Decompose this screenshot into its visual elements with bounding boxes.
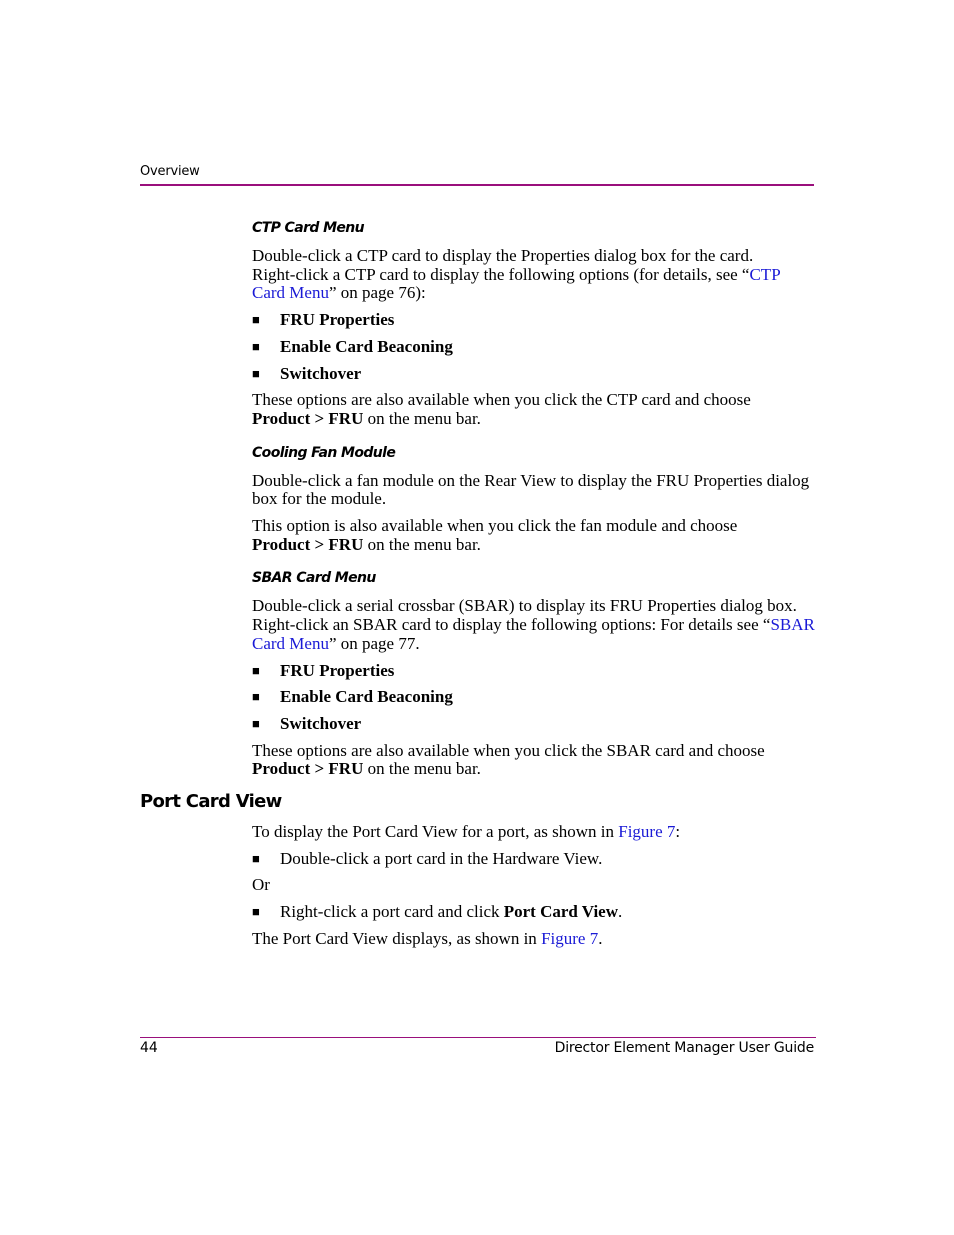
sbar-card-menu-link[interactable]: SBAR [770, 615, 815, 635]
port-card-steps-list-1 [252, 850, 817, 869]
fan-menu-path: Product > FRU [252, 534, 364, 554]
port-card-intro [252, 823, 817, 842]
sbar-card-menu-heading: SBAR Card Menu [252, 570, 376, 587]
list-item-label: Enable Card Beaconing [280, 687, 453, 707]
or-text: Or [252, 875, 270, 895]
bullet-icon: ■ [252, 689, 260, 705]
figure-7-link[interactable]: Figure 7 [618, 822, 676, 841]
bullet-icon: ■ [252, 312, 260, 328]
list-item-label: FRU Properties [280, 310, 395, 330]
sbar-menu-path: Product > FRU [252, 759, 364, 779]
sbar-intro-text-1: Double-click a serial crossbar (SBAR) to display its FRU Properties dialog box. [252, 596, 797, 616]
list-item-label: FRU Properties [280, 660, 395, 680]
bullet-icon: ■ [252, 850, 260, 866]
ctp-intro-text-2: Right-click a CTP card to display the following options (for details, see “ [252, 264, 750, 284]
sbar-intro-text-3: ” on page 77. [328, 633, 420, 653]
sbar-options-list [252, 662, 817, 734]
list-item [252, 903, 817, 922]
fan-text-2: on the menu bar. [363, 534, 481, 554]
figure-7-link-2[interactable]: Figure 7 [541, 928, 599, 948]
main-content [252, 218, 817, 787]
ctp-intro-text-1: Double-click a CTP card to display the Properties dialog box for the card. [252, 246, 754, 265]
footer-rule [140, 1037, 816, 1038]
port-card-outro-end: . [598, 928, 603, 948]
bullet-icon: ■ [252, 904, 260, 920]
port-card-view-command: Port Card View [503, 902, 619, 922]
port-card-steps-list-2 [252, 903, 817, 922]
fan-text-1: This option is also available when you click the fan module and choose [252, 516, 738, 536]
fan-paragraph-2 [252, 517, 817, 554]
list-item-end: . [618, 902, 623, 922]
list-item-label: Switchover [280, 713, 362, 733]
list-item [252, 338, 817, 357]
bullet-icon: ■ [252, 338, 260, 354]
sbar-outro-text-2: on the menu bar. [363, 759, 481, 779]
page-number: 44 [140, 1040, 158, 1056]
port-card-view-heading: Port Card View [140, 791, 282, 812]
sbar-intro-text-2: Right-click an SBAR card to display the following options: For details see “ [252, 615, 771, 635]
cooling-fan-module-heading: Cooling Fan Module [252, 444, 396, 461]
port-card-intro-text: To display the Port Card View for a port, as shown in [252, 822, 619, 841]
header-rule [140, 184, 814, 186]
list-item [252, 311, 817, 330]
list-item [252, 688, 817, 707]
port-card-outro-text: The Port Card View displays, as shown in [252, 928, 542, 948]
list-item [252, 365, 817, 384]
ctp-intro-paragraph [252, 247, 817, 303]
list-item [252, 662, 817, 681]
ctp-menu-path: Product > FRU [252, 408, 364, 428]
sbar-card-menu-link-continued[interactable]: Card Menu [252, 633, 329, 653]
list-item-text: Right-click a port card and click [280, 902, 504, 922]
running-header: Overview [140, 164, 200, 179]
ctp-card-menu-heading: CTP Card Menu [252, 220, 365, 236]
fan-paragraph-1: Double-click a fan module on the Rear View to display the FRU Properties dialog box for the module. [252, 470, 810, 509]
ctp-outro-paragraph [252, 391, 817, 428]
port-card-intro-end: : [675, 822, 681, 841]
port-card-content [252, 823, 817, 957]
bullet-icon: ■ [252, 715, 260, 731]
list-item [252, 715, 817, 734]
ctp-intro-text-3: ” on page 76): [328, 283, 426, 303]
sbar-outro-paragraph [252, 742, 817, 779]
list-item [252, 850, 817, 869]
list-item-label: Switchover [280, 363, 362, 383]
ctp-options-list [252, 311, 817, 383]
document-title: Director Element Manager User Guide [554, 1040, 814, 1056]
ctp-outro-text-1: These options are also available when you click the CTP card and choose [252, 390, 751, 410]
ctp-card-menu-link[interactable]: CTP [749, 264, 781, 284]
ctp-card-menu-link-continued[interactable]: Card Menu [252, 283, 329, 303]
bullet-icon: ■ [252, 365, 260, 381]
list-item-label: Double-click a port card in the Hardware View. [280, 848, 603, 868]
ctp-outro-text-2: on the menu bar. [363, 408, 481, 428]
list-item-label: Enable Card Beaconing [280, 336, 453, 356]
sbar-intro-paragraph [252, 597, 817, 653]
bullet-icon: ■ [252, 662, 260, 678]
sbar-outro-text-1: These options are also available when you click the SBAR card and choose [252, 740, 765, 760]
port-card-outro [252, 930, 817, 949]
